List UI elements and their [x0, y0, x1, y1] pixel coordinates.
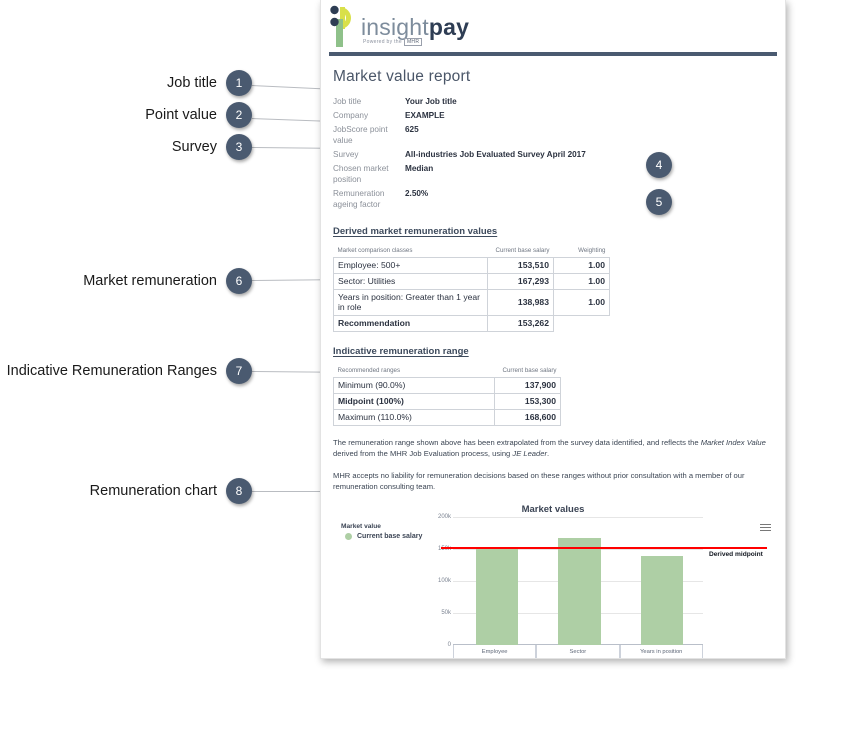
remuneration-chart — [333, 504, 773, 659]
cell-salary: 153,510 — [488, 257, 554, 273]
meta-key: Company — [333, 110, 369, 120]
derived-values-table — [333, 246, 610, 332]
callout-7-label: Indicative Remuneration Ranges — [6, 363, 217, 379]
y-tick-label: 100k — [437, 577, 451, 584]
disclaimer-p1-italic-2: JE Leader — [512, 448, 548, 458]
bar-years-in-position[interactable] — [641, 556, 684, 645]
meta-value: All-industries Job Evaluated Survey April 2017 — [405, 149, 586, 159]
callout-6-badge[interactable]: 6 — [226, 268, 252, 294]
x-category-years-in-position: Years in position — [620, 645, 704, 659]
chart-legend-item[interactable] — [345, 533, 422, 540]
meta-value: EXAMPLE — [405, 110, 445, 120]
meta-key: Chosen market position — [333, 163, 389, 184]
y-tick-label: 0 — [447, 641, 451, 648]
callout-2[interactable] — [0, 102, 252, 128]
callout-4-badge[interactable]: 4 — [646, 152, 672, 178]
callout-1-badge[interactable]: 1 — [226, 70, 252, 96]
logo-subtitle-text: Powered by the — [363, 39, 402, 45]
cell-recommendation-value: 153,262 — [488, 315, 554, 331]
meta-row-job-title — [333, 94, 773, 108]
chart-plot-area — [437, 513, 763, 655]
column-header-salary: Current base salary — [502, 366, 557, 374]
y-tick-label: 200k — [437, 513, 451, 520]
meta-value: 2.50% — [405, 188, 429, 198]
bar-employee[interactable] — [476, 547, 519, 645]
callout-7-badge[interactable]: 7 — [226, 358, 252, 384]
meta-value: Median — [405, 163, 434, 173]
cell-range-value: 137,900 — [495, 377, 561, 393]
meta-value: Your Job title — [405, 96, 457, 106]
callout-5-badge[interactable]: 5 — [646, 189, 672, 215]
cell-weighting: 1.00 — [554, 289, 610, 315]
disclaimer-p1-italic-1: Market Index Value — [700, 437, 766, 447]
table-header-row — [334, 366, 561, 378]
disclaimer-p1-c: . — [547, 448, 550, 458]
callout-6[interactable] — [0, 268, 252, 294]
table-row — [334, 377, 561, 393]
cell-weighting: 1.00 — [554, 257, 610, 273]
table-row — [334, 409, 561, 425]
meta-row-company — [333, 108, 773, 122]
table-header-row — [334, 246, 610, 258]
cell-salary: 167,293 — [488, 273, 554, 289]
meta-value: 625 — [405, 124, 419, 134]
meta-row-ageing-factor — [333, 186, 773, 211]
callout-3-label: Survey — [171, 139, 217, 155]
derived-midpoint-line — [441, 547, 767, 549]
cell-salary: 138,983 — [488, 289, 554, 315]
callout-2-badge[interactable]: 2 — [226, 102, 252, 128]
report-meta-table — [333, 94, 773, 212]
indicative-range-table — [333, 366, 561, 426]
report-page — [320, 0, 786, 659]
logo-subtitle — [363, 39, 422, 45]
callout-1[interactable] — [0, 70, 252, 96]
derived-midpoint-label: Derived midpoint — [709, 550, 763, 558]
bar-sector[interactable] — [558, 538, 601, 645]
table-row — [334, 393, 561, 409]
callout-3[interactable] — [0, 134, 252, 160]
meta-row-survey — [333, 147, 773, 161]
x-category-sector: Sector — [536, 645, 619, 659]
callout-6-label: Market remuneration — [83, 273, 217, 289]
cell-weighting: 1.00 — [554, 273, 610, 289]
disclaimer-p1-a: The remuneration range shown above has been extrapolated from the survey data identified, and reflects the — [333, 437, 701, 447]
insightpay-logo-icon — [329, 5, 355, 48]
cell-class: Years in position: Greater than 1 year in role — [334, 289, 488, 315]
meta-key: Job title — [333, 96, 362, 106]
cell-range-label: Minimum (90.0%) — [334, 377, 495, 393]
meta-row-chosen-market-position — [333, 161, 773, 186]
cell-class: Employee: 500+ — [334, 257, 488, 273]
table-row — [334, 289, 610, 315]
y-tick-label: 50k — [441, 609, 451, 616]
logo-wordmark — [361, 14, 469, 41]
callout-2-label: Point value — [145, 107, 217, 123]
column-header-weighting: Weighting — [578, 246, 606, 254]
cell-class: Sector: Utilities — [334, 273, 488, 289]
callout-8-label: Remuneration chart — [89, 483, 217, 499]
section-heading-derived: Derived market remuneration values — [333, 225, 498, 237]
table-row-recommendation — [334, 315, 610, 331]
table-row — [334, 257, 610, 273]
disclaimer-p1-b: derived from the MHR Job Evaluation process, using — [333, 448, 513, 458]
column-header-classes: Market comparison classes — [337, 246, 413, 254]
cell-range-label: Midpoint (100%) — [334, 393, 495, 409]
disclaimer-paragraph-2: MHR accepts no liability for remuneration decisions based on these ranges without prior consultation with a member of our remuneration consulting team. — [333, 470, 745, 491]
meta-key: Survey — [333, 149, 359, 159]
chart-menu-hamburger-icon[interactable] — [760, 522, 771, 533]
chart-legend-title: Market value — [341, 522, 381, 530]
legend-label: Current base salary — [357, 532, 423, 540]
legend-swatch-icon — [345, 533, 352, 540]
logo-word-bold: pay — [428, 14, 470, 40]
page-title: Market value report — [333, 68, 471, 85]
cell-range-value: 168,600 — [495, 409, 561, 425]
callout-8-badge[interactable]: 8 — [226, 478, 252, 504]
report-header — [321, 0, 785, 52]
meta-key: JobScore point value — [333, 124, 388, 145]
meta-row-jobscore-point-value — [333, 122, 773, 147]
column-header-ranges: Recommended ranges — [337, 366, 401, 374]
callout-3-badge[interactable]: 3 — [226, 134, 252, 160]
callout-7[interactable] — [0, 358, 252, 384]
logo-word-light: insight — [361, 14, 429, 40]
meta-key: Remuneration ageing factor — [333, 188, 385, 209]
gridline — [453, 517, 703, 518]
callout-1-label: Job title — [167, 75, 217, 91]
x-category-employee: Employee — [453, 645, 536, 659]
cell-recommendation-label: Recommendation — [334, 315, 488, 331]
logo-subtitle-badge: MHR — [404, 38, 422, 46]
callout-8[interactable] — [0, 478, 252, 504]
cell-empty — [554, 315, 610, 331]
y-tick-label: 150k — [437, 545, 451, 552]
section-heading-range: Indicative remuneration range — [333, 345, 469, 357]
cell-range-label: Maximum (110.0%) — [334, 409, 495, 425]
disclaimer-paragraph-1 — [333, 437, 773, 459]
cell-range-value: 153,300 — [495, 393, 561, 409]
column-header-salary: Current base salary — [495, 246, 550, 254]
chart-title: Market values — [521, 503, 585, 515]
table-row — [334, 273, 610, 289]
